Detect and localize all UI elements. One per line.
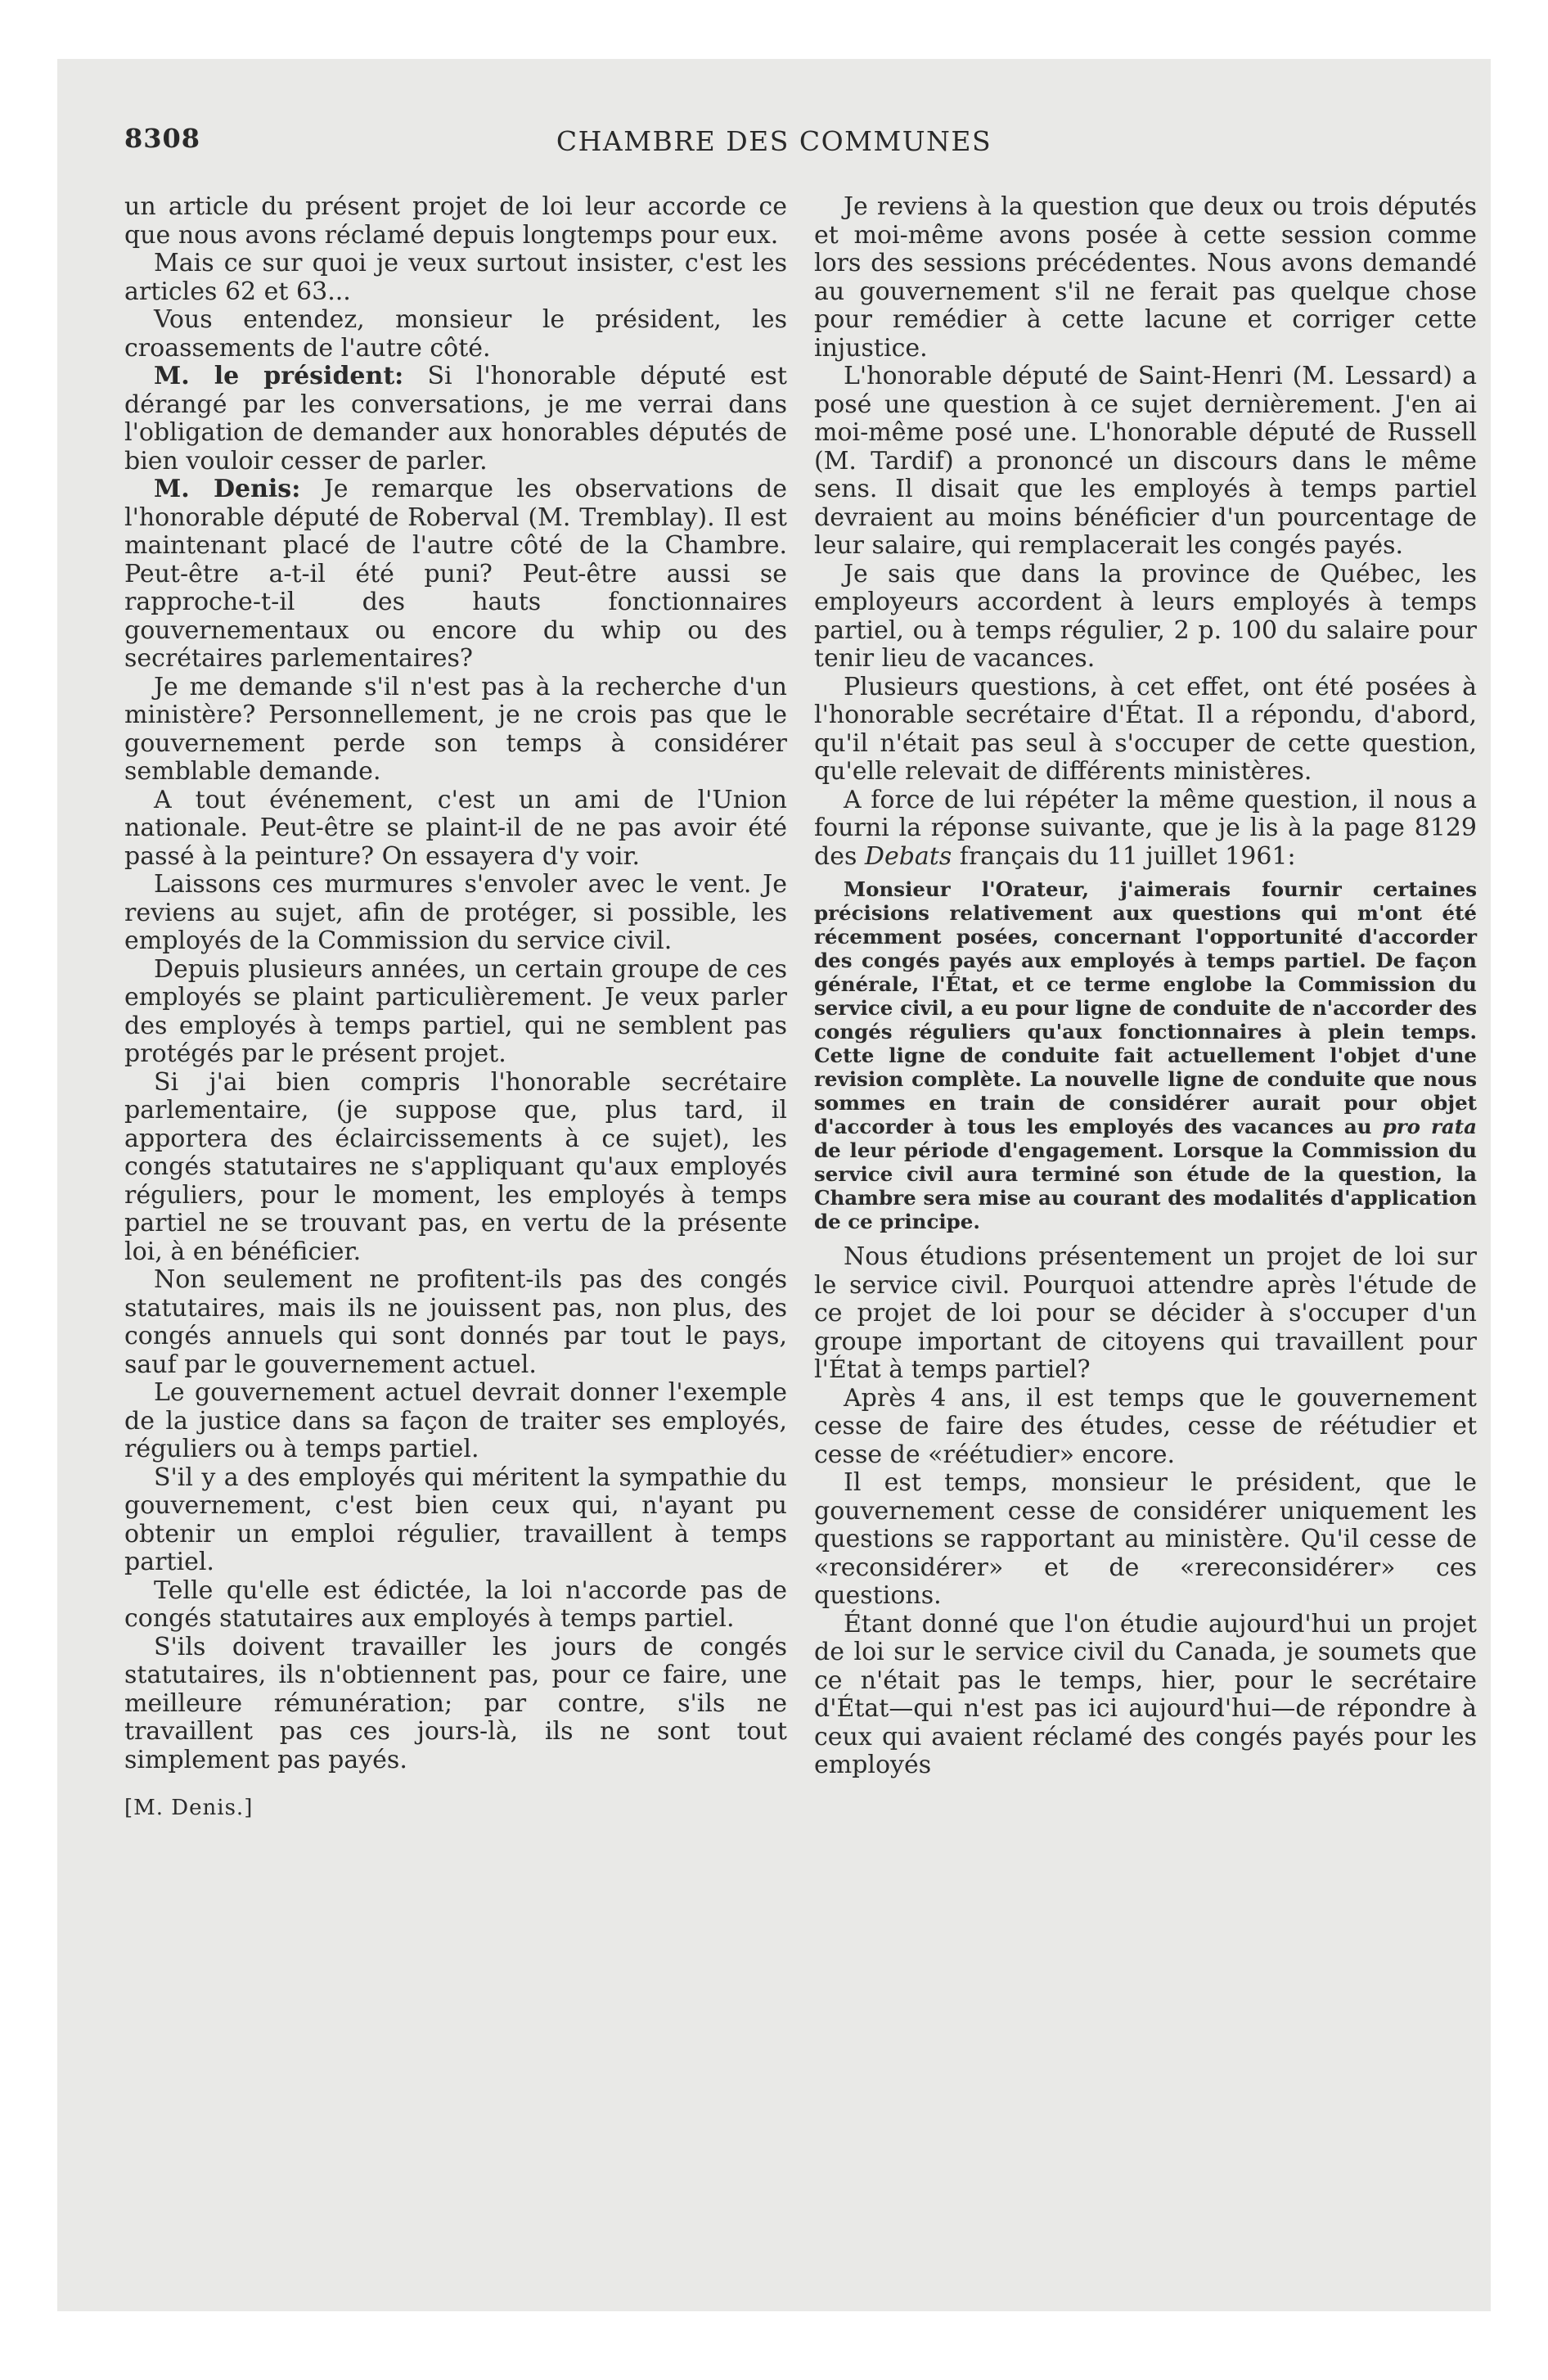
left-column (124, 193, 787, 1823)
paragraph: S'il y a des employés qui méritent la sympathie du gouvernement, c'est bien ceux qui, n'ayant pu obtenir un emploi régulier, travaillent à temps partiel. (124, 1463, 787, 1576)
paragraph: A tout événement, c'est un ami de l'Union nationale. Peut-être se plaint-il de ne pas avoir été passé à la peinture? On essayera d'y voir. (124, 785, 787, 871)
paragraph: Telle qu'elle est édictée, la loi n'accorde pas de congés statutaires aux employés à temps partiel. (124, 1575, 787, 1633)
speech-text: Je remarque les observations de l'honorable député de Roberval (M. Tremblay). Il est maintenant placé de l'autre côté de la Chambre. Peut-être a-t-il été puni? Peut-être aussi se rapproche-t-il des hauts fonctionnaires gouvernementaux ou encore du whip ou des secrétaires parlementaires? (124, 475, 787, 673)
paragraph: Laissons ces murmures s'envoler avec le vent. Je reviens au sujet, afin de protéger, si possible, les employés de la Commission du service civil. (124, 870, 787, 955)
speaker-attribution: [M. Denis.] (124, 1796, 254, 1820)
paragraph: Depuis plusieurs années, un certain groupe de ces employés se plaint particulièrement. Je veux parler des employés à temps partiel, qui ne semblent pas protégés par le présent projet. (124, 954, 787, 1068)
speech-denis (124, 476, 787, 674)
paragraph: Je reviens à la question que deux ou trois députés et moi-même avons posée à cette session comme lors des sessions précédentes. Nous avons demandé au gouvernement s'il ne ferait pas quelque chose pour remédier à cette lacune et corriger cette injustice. (814, 192, 1477, 363)
paragraph: Vous entendez, monsieur le président, les croassements de l'autre côté. (124, 305, 787, 363)
paragraph-citation: A force de lui répéter la même question, il nous a fourni la réponse suivante, que je lis à la page 8129 des Debats français du 11 juillet 1961: (814, 785, 1477, 871)
paragraph: Après 4 ans, il est temps que le gouvernement cesse de faire des études, cesse de réétudier et cesse de «réétudier» encore. (814, 1383, 1477, 1469)
paragraph: Je sais que dans la province de Québec, les employeurs accordent à leurs employés à temps partiel, ou à temps régulier, 2 p. 100 du salaire pour tenir lieu de vacances. (814, 559, 1477, 673)
publication-title: Debats (864, 841, 952, 871)
paragraph: Je me demande s'il n'est pas à la recherche d'un ministère? Personnellement, je ne crois pas que le gouvernement perde son temps à considérer semblable demande. (124, 672, 787, 786)
block-quote (814, 877, 1477, 1233)
paragraph: S'ils doivent travailler les jours de congés statutaires, ils n'obtiennent pas, pour ce faire, une meilleure rémunération; par contre, s'ils ne travaillent pas ces jours-là, ils ne sont tout simplement pas payés. (124, 1632, 787, 1774)
paragraph: Mais ce sur quoi je veux surtout insister, c'est les articles 62 et 63... (124, 249, 787, 306)
paragraph: Le gouvernement actuel devrait donner l'exemple de la justice dans sa façon de traiter ses employés, réguliers ou à temps partiel. (124, 1378, 787, 1463)
running-head: CHAMBRE DES COMMUNES (556, 125, 992, 157)
speaker-name: M. Denis: (154, 475, 301, 503)
speech-president (124, 363, 787, 476)
paragraph: Il est temps, monsieur le président, que le gouvernement cesse de considérer uniquement les questions se rapportant au ministère. Qu'il cesse de «reconsidérer» et de «rereconsidérer» ces questions. (814, 1468, 1477, 1610)
paragraph: L'honorable député de Saint-Henri (M. Lessard) a posé une question à ce sujet dernièrement. J'en ai moi-même posé une. L'honorable député de Russell (M. Tardif) a prononcé un discours dans le même sens. Il disait que les employés à temps partiel devraient au moins bénéficier d'un pourcentage de leur salaire, qui remplacerait les congés payés. (814, 362, 1477, 560)
right-column (814, 193, 1477, 1780)
paragraph: Si j'ai bien compris l'honorable secrétaire parlementaire, (je suppose que, plus tard, il apportera des éclaircissements à ce sujet), les congés statutaires ne s'appliquant qu'aux employés réguliers, pour le moment, les employés à temps partiel ne se trouvant pas, en vertu de la présente loi, à en bénéficier. (124, 1067, 787, 1266)
page-number: 8308 (124, 123, 201, 154)
paragraph: Non seulement ne profitent-ils pas des congés statutaires, mais ils ne jouissent pas, non plus, des congés annuels qui sont donnés par tout le pays, sauf par le gouvernement actuel. (124, 1265, 787, 1379)
quote-italic: pro rata (1382, 1115, 1478, 1138)
speech-text: Si l'honorable député est dérangé par les conversations, je me verrai dans l'obligation de demander aux honorables députés de bien vouloir cesser de parler. (124, 362, 787, 476)
paragraph: Nous étudions présentement un projet de loi sur le service civil. Pourquoi attendre après l'étude de ce projet de loi pour se décider à s'occuper d'un groupe important de citoyens qui travaillent pour l'État à temps partiel? (814, 1242, 1477, 1384)
speaker-name: M. le président: (154, 362, 404, 390)
quote-text: Monsieur l'Orateur, j'aimerais fournir certaines précisions relativement aux questions qui m'ont été récemment posées, concernant l'opportunité d'accorder des congés payés aux employés à temps partiel. De façon générale, l'État, et ce terme englobe la Commission du service civil, a eu pour ligne de conduite de n'accorder des congés réguliers qu'aux fonctionnaires à plein temps. Cette ligne de conduite fait actuellement l'objet d'une revision complète. La nouvelle ligne de conduite que nous sommes en train de considérer aurait pour objet d'accorder à tous les employés des vacances au pro rata de leur période d'engagement. Lorsque la Commission du service civil aura terminé son étude de la question, la Chambre sera mise au courant des modalités d'application de ce principe. (814, 877, 1478, 1233)
paragraph: Étant donné que l'on étudie aujourd'hui un projet de loi sur le service civil du Canada, je soumets que ce n'était pas le temps, hier, pour le secrétaire d'État—qui n'est pas ici aujourd'hui—de répondre à ceux qui avaient réclamé des congés payés pour les employés (814, 1609, 1477, 1779)
paragraph: Plusieurs questions, à cet effet, ont été posées à l'honorable secrétaire d'État. Il a répondu, d'abord, qu'il n'était pas seul à s'occuper de cette question, qu'elle relevait de différents ministères. (814, 672, 1477, 786)
paragraph: un article du présent projet de loi leur accorde ce que nous avons réclamé depuis longtemps pour eux. (124, 192, 787, 250)
